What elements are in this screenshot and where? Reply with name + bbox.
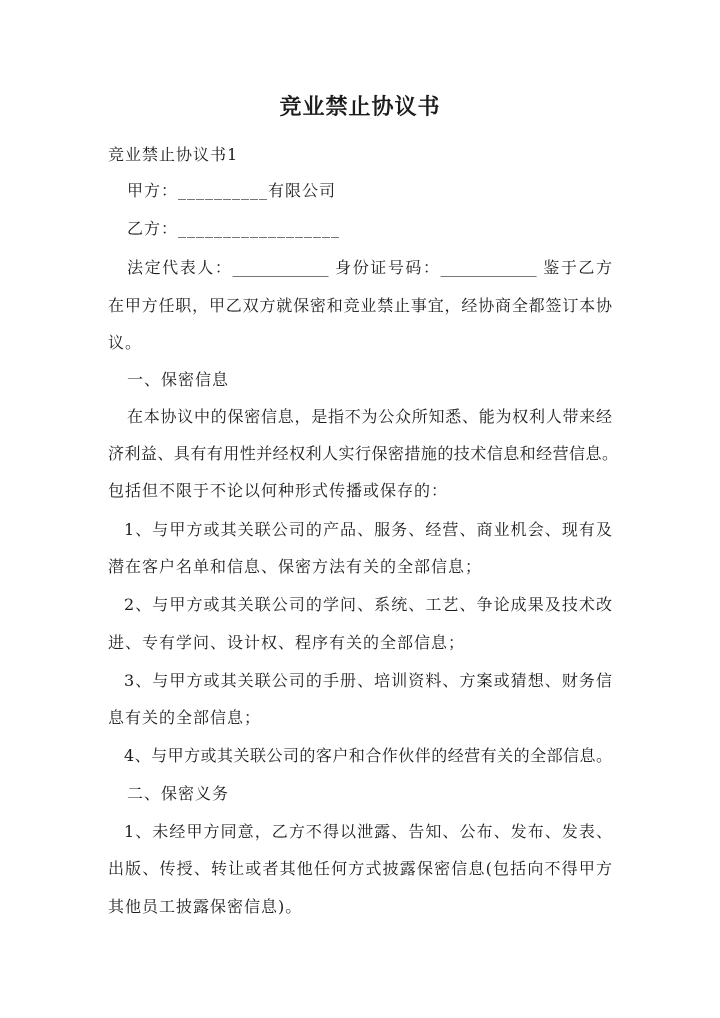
clause-line: 2、与甲方或其关联公司的学问、系统、工艺、争论成果及技术改 <box>124 595 612 614</box>
clause-line: 3、与甲方或其关联公司的手册、培训资料、方案或猜想、财务信 <box>124 671 612 690</box>
document-title: 竞业禁止协议书 <box>279 94 441 120</box>
clause-line: 其他员工披露保密信息)。 <box>108 897 303 916</box>
definition-line: 济利益、具有有用性并经权利人实行保密措施的技术信息和经营信息。 <box>108 444 618 463</box>
clause-line: 4、与甲方或其关联公司的客户和合作伙伴的经营有关的全部信息。 <box>124 746 612 765</box>
section-heading: 一、保密信息 <box>127 370 230 389</box>
clause-line: 出版、传授、转让或者其他任何方式披露保密信息(包括向不得甲方 <box>108 859 612 878</box>
clause-line: 进、专有学问、设计权、程序有关的全部信息； <box>108 633 466 652</box>
clause-line: 1、与甲方或其关联公司的产品、服务、经营、商业机会、现有及 <box>124 520 612 539</box>
party-a-line: 甲方：__________有限公司 <box>127 181 337 200</box>
definition-line: 包括但不限于不论以何种形式传播或保存的： <box>108 481 449 500</box>
preamble-line: 议。 <box>108 333 143 352</box>
party-b-line: 乙方：__________________ <box>127 219 341 238</box>
section-heading: 二、保密义务 <box>127 784 230 803</box>
preamble-line: 在甲方任职，甲乙双方就保密和竞业禁止事宜，经协商全都签订本协 <box>108 296 612 315</box>
preamble-line: 法定代表人：____________ 身份证号码：____________ 鉴于乙方 <box>127 258 612 277</box>
document-subtitle: 竞业禁止协议书1 <box>108 145 239 164</box>
definition-line: 在本协议中的保密信息，是指不为公众所知悉、能为权利人带来经 <box>127 407 612 426</box>
clause-line: 1、未经甲方同意，乙方不得以泄露、告知、公布、发布、发表、 <box>124 822 612 841</box>
clause-line: 潜在客户名单和信息、保密方法有关的全部信息； <box>108 557 483 576</box>
clause-line: 息有关的全部信息； <box>108 708 262 727</box>
